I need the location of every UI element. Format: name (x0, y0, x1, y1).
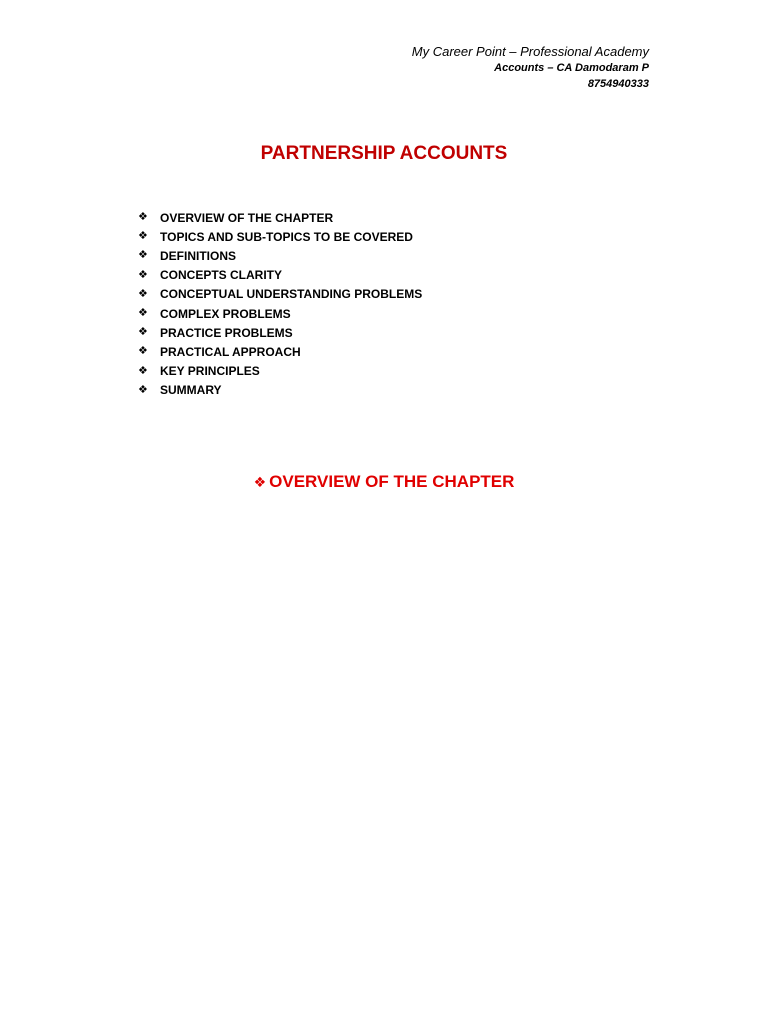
section-heading (0, 469, 768, 495)
header-phone: 8754940333 (587, 78, 649, 90)
section-heading-text: OVERVIEW OF THE CHAPTER (269, 472, 515, 491)
toc-item-label: TOPICS AND SUB-TOPICS TO BE COVERED (160, 229, 413, 244)
toc-item-label: COMPLEX PROBLEMS (160, 306, 291, 321)
toc-item-label: SUMMARY (160, 383, 222, 398)
toc-item (138, 285, 422, 304)
diamond-bullet-icon: ❖ (138, 230, 148, 243)
toc-item-label: KEY PRINCIPLES (160, 364, 260, 379)
diamond-bullet-icon: ❖ (138, 345, 148, 358)
diamond-bullet-icon: ❖ (253, 474, 267, 490)
page-header (412, 43, 649, 92)
toc-item-label: OVERVIEW OF THE CHAPTER (160, 210, 334, 225)
diamond-bullet-icon: ❖ (138, 307, 148, 320)
toc-item (138, 246, 422, 265)
document-title: PARTNERSHIP ACCOUNTS (260, 143, 508, 164)
diamond-bullet-icon: ❖ (138, 326, 148, 339)
toc-item (138, 323, 422, 342)
header-subject: Accounts – CA Damodaram P (494, 62, 649, 74)
toc-item-label: PRACTICAL APPROACH (160, 344, 301, 359)
toc-item (138, 304, 422, 323)
table-of-contents (138, 208, 422, 400)
toc-item (138, 227, 422, 246)
diamond-bullet-icon: ❖ (138, 249, 148, 262)
diamond-bullet-icon: ❖ (138, 383, 148, 396)
toc-item (138, 381, 422, 400)
toc-item (138, 266, 422, 285)
toc-item (138, 342, 422, 361)
toc-item-label: DEFINITIONS (160, 248, 237, 263)
diamond-bullet-icon: ❖ (138, 364, 148, 377)
toc-item-label: CONCEPTS CLARITY (160, 268, 283, 283)
diamond-bullet-icon: ❖ (138, 211, 148, 224)
toc-item (138, 362, 422, 381)
diamond-bullet-icon: ❖ (138, 268, 148, 281)
diamond-bullet-icon: ❖ (138, 287, 148, 300)
header-organization: My Career Point – Professional Academy (411, 44, 649, 59)
toc-item-label: CONCEPTUAL UNDERSTANDING PROBLEMS (160, 287, 423, 302)
toc-item (138, 208, 422, 227)
toc-item-label: PRACTICE PROBLEMS (160, 325, 293, 340)
